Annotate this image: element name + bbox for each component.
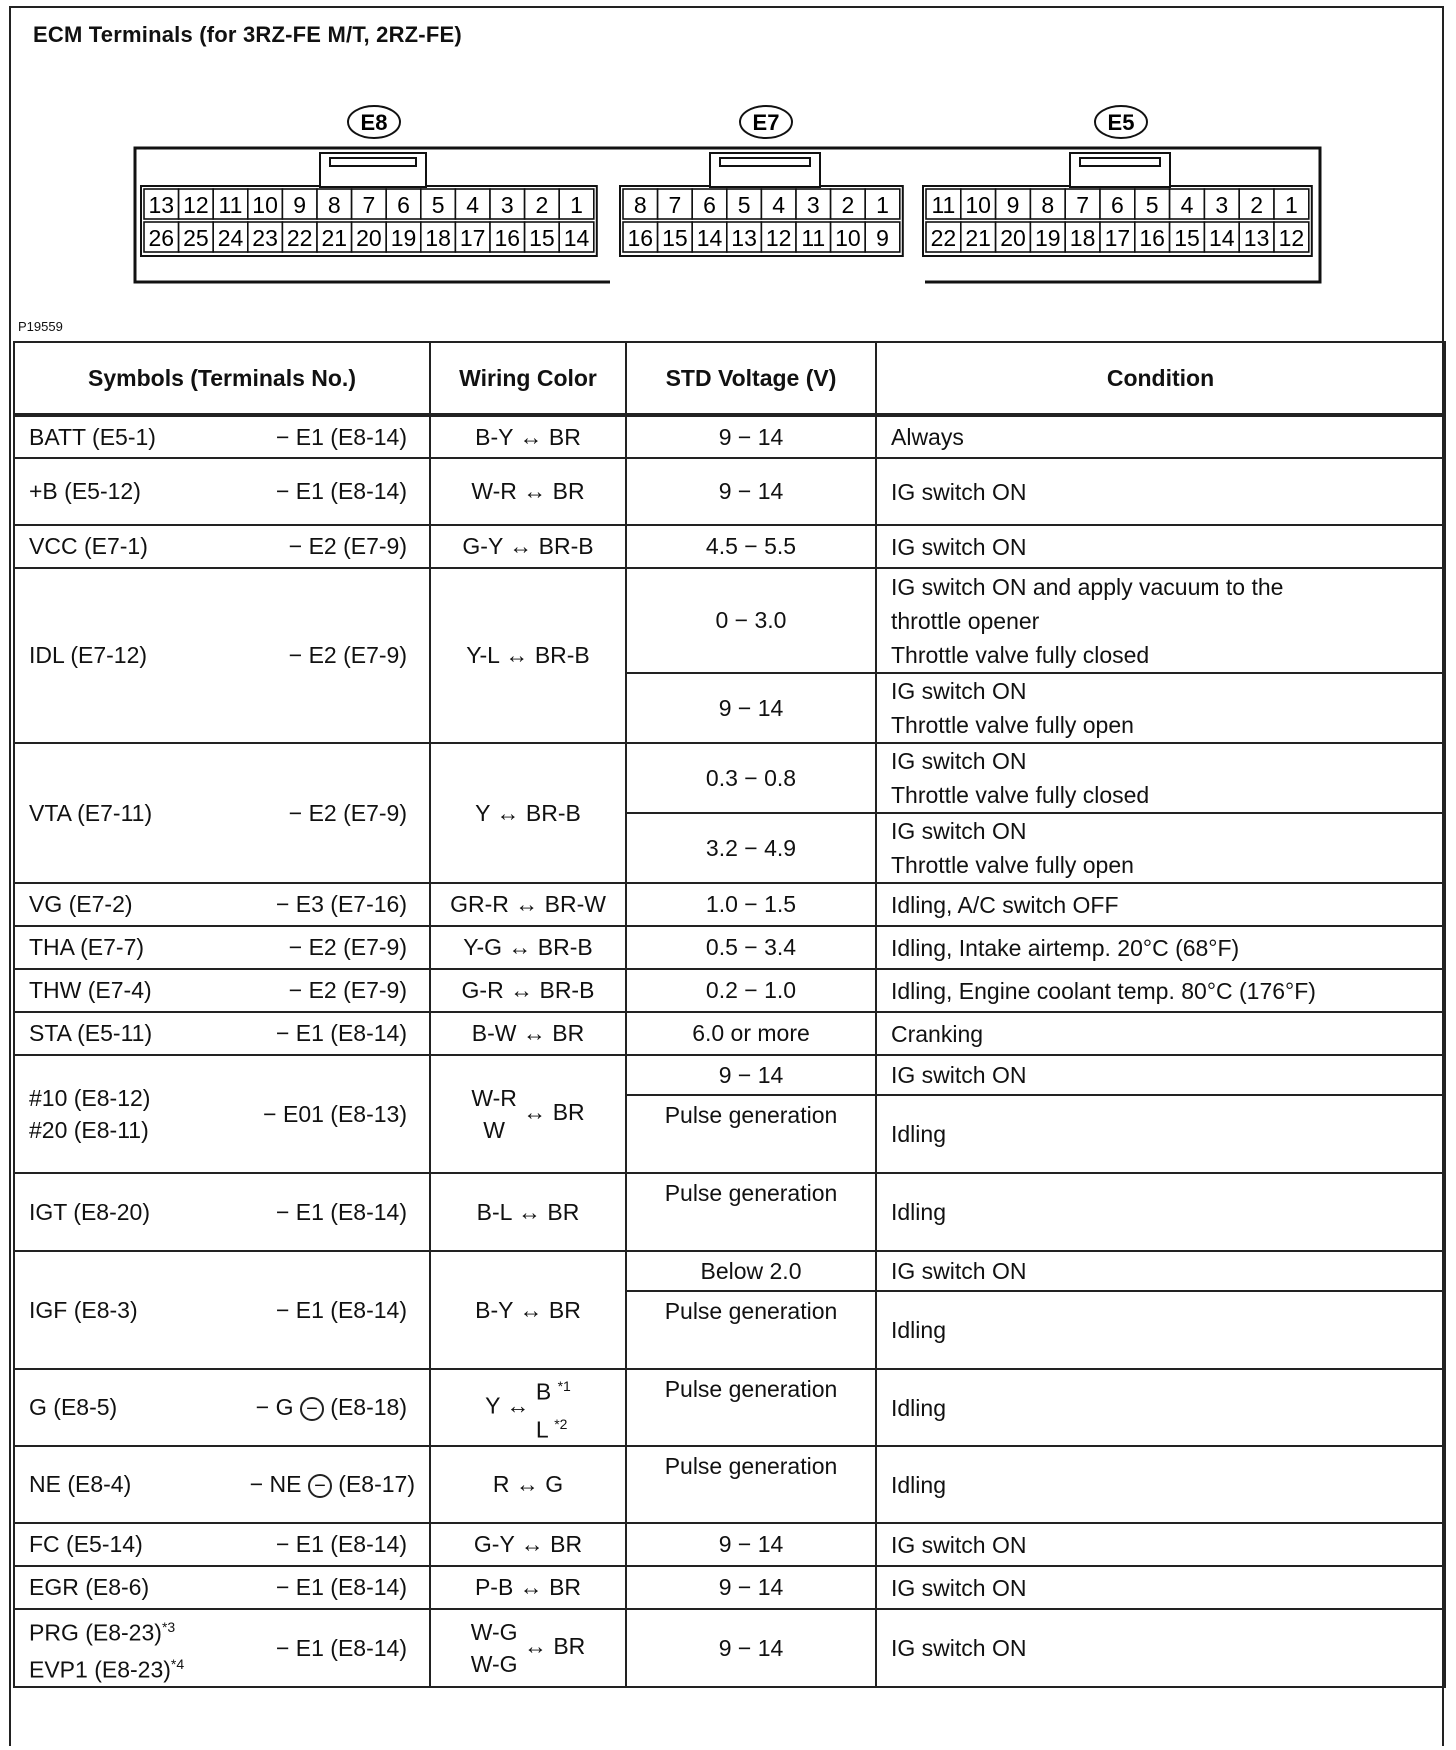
wiring-color-right: BR xyxy=(552,1099,585,1126)
connector-label-E7: E7 xyxy=(752,110,780,135)
pin-number: 25 xyxy=(183,225,209,251)
pin-number: 1 xyxy=(1285,192,1298,218)
table-row xyxy=(14,1566,1445,1609)
std-voltage: Pulse generation xyxy=(626,1369,876,1446)
ground-terminal: − E1 (E8-14) xyxy=(275,1020,407,1046)
std-voltage: 4.5 − 5.5 xyxy=(626,525,876,568)
wiring-color-line: W-G xyxy=(470,1619,518,1646)
pin-number: 17 xyxy=(459,225,486,251)
terminal-symbol: VTA (E7-11) xyxy=(29,799,153,826)
pin-number: 3 xyxy=(1215,192,1229,218)
terminal-symbol: IDL (E7-12) xyxy=(29,642,148,668)
terminal-symbol: FC (E5-14) xyxy=(29,1531,143,1558)
condition-line: IG switch ON xyxy=(891,678,1027,704)
terminal-symbol xyxy=(29,1082,150,1146)
pin-number: 18 xyxy=(425,225,451,251)
condition-line: IG switch ON xyxy=(891,818,1027,844)
wiring-color: Y-G ↔ BR-B xyxy=(430,926,626,969)
std-voltage: 6.0 or more xyxy=(626,1012,876,1055)
ground-terminal-name: − G xyxy=(255,1394,294,1421)
condition: IG switch ON xyxy=(876,1055,1445,1095)
footnote-mark: *2 xyxy=(554,1415,568,1432)
condition: Idling xyxy=(876,1095,1445,1173)
wiring-color-right xyxy=(536,1370,571,1445)
condition xyxy=(876,568,1445,673)
pin-number: 11 xyxy=(931,192,956,218)
terminal-symbol: G (E8-5) xyxy=(29,1394,118,1421)
wiring-color: P-B ↔ BR xyxy=(430,1566,626,1609)
ground-terminal: − E3 (E7-16) xyxy=(275,891,407,917)
ground-terminal-name: − NE xyxy=(249,1471,302,1498)
table-row xyxy=(14,883,1445,926)
std-voltage: 0 − 3.0 xyxy=(626,568,876,673)
wiring-color: R ↔ G xyxy=(430,1446,626,1523)
pin-number: 11 xyxy=(218,192,243,218)
table-row xyxy=(14,1012,1445,1055)
condition: IG switch ON xyxy=(876,1251,1445,1291)
minus-circle-icon: − xyxy=(308,1474,332,1498)
pin-number: 22 xyxy=(930,225,957,251)
terminal-symbol: VG (E7-2) xyxy=(29,891,133,917)
pin-number: 13 xyxy=(148,192,175,218)
header-symbols: Symbols (Terminals No.) xyxy=(14,342,430,415)
arrow-icon: ↔ xyxy=(523,1099,547,1126)
wiring-color: B-L ↔ BR xyxy=(430,1173,626,1251)
pin-number: 10 xyxy=(252,192,278,218)
wiring-color: G-Y ↔ BR-B xyxy=(430,525,626,568)
figure-code: P19559 xyxy=(18,319,63,334)
ground-terminal xyxy=(256,1394,415,1421)
pin-number: 18 xyxy=(1069,225,1096,251)
terminal-symbol-line: #10 (E8-12) xyxy=(29,1085,151,1111)
pin-number: 5 xyxy=(1145,192,1159,218)
table-row xyxy=(14,1251,1445,1291)
std-voltage: 9 − 14 xyxy=(626,458,876,525)
ground-terminal: − E2 (E7-9) xyxy=(288,977,407,1003)
wiring-color-line: W xyxy=(483,1117,505,1143)
table-row xyxy=(14,1173,1445,1251)
table-row xyxy=(14,1055,1445,1095)
terminal-table xyxy=(13,341,1446,1688)
pin-number: 24 xyxy=(217,225,244,251)
wiring-color: Y ↔ BR-B xyxy=(430,743,626,883)
wiring-color: G-R ↔ BR-B xyxy=(430,969,626,1012)
pin-number: 16 xyxy=(494,225,521,251)
wiring-color: G-Y ↔ BR xyxy=(430,1523,626,1566)
pin-number: 2 xyxy=(841,192,855,218)
wiring-color xyxy=(430,1055,626,1173)
condition: Idling xyxy=(876,1173,1445,1251)
pin-number: 14 xyxy=(1209,225,1235,251)
wiring-color: B-Y ↔ BR xyxy=(430,1251,626,1369)
connector-key-slot-E7 xyxy=(720,158,810,166)
wiring-color-line: W-R xyxy=(471,1085,517,1111)
ground-terminal-pin: (E8-18) xyxy=(330,1394,407,1421)
pin-number: 19 xyxy=(1035,225,1061,251)
header-voltage: STD Voltage (V) xyxy=(626,342,876,415)
table-row xyxy=(14,525,1445,568)
wiring-color-line xyxy=(536,1408,571,1446)
condition-line: Throttle valve fully open xyxy=(891,712,1134,738)
terminal-symbol: IGT (E8-20) xyxy=(29,1198,150,1225)
pin-number: 15 xyxy=(1174,225,1200,251)
wiring-color: Y-L ↔ BR-B xyxy=(430,568,626,743)
ground-terminal: − E1 (E8-14) xyxy=(275,1574,407,1601)
table-row xyxy=(14,743,1445,813)
ground-terminal: − E1 (E8-14) xyxy=(275,478,407,504)
terminal-symbol: NE (E8-4) xyxy=(29,1471,132,1498)
condition: IG switch ON xyxy=(876,525,1445,568)
wiring-color-line xyxy=(536,1370,571,1408)
wiring-color: B-W ↔ BR xyxy=(430,1012,626,1055)
wiring-color: GR-R ↔ BR-W xyxy=(430,883,626,926)
pin-number: 6 xyxy=(397,192,410,218)
condition-line: throttle opener xyxy=(891,607,1040,634)
terminal-symbol: +B (E5-12) xyxy=(29,478,141,504)
wiring-color-left xyxy=(471,1616,518,1680)
condition: Idling xyxy=(876,1369,1445,1446)
pin-number: 6 xyxy=(703,192,716,218)
condition: IG switch ON xyxy=(876,1566,1445,1609)
condition xyxy=(876,743,1445,813)
std-voltage: Pulse generation xyxy=(626,1173,876,1251)
connector-label-E8: E8 xyxy=(360,110,388,135)
pin-number: 17 xyxy=(1104,225,1131,251)
terminal-symbol-value: PRG (E8-23) xyxy=(29,1619,162,1646)
std-voltage: 3.2 − 4.9 xyxy=(626,813,876,883)
std-voltage: 0.5 − 3.4 xyxy=(626,926,876,969)
pin-number: 4 xyxy=(772,192,786,218)
pin-number: 13 xyxy=(731,225,757,251)
std-voltage: 9 − 14 xyxy=(626,1566,876,1609)
pin-number: 8 xyxy=(327,192,341,218)
page-title: ECM Terminals (for 3RZ-FE M/T, 2RZ-FE) xyxy=(33,22,462,47)
footnote-mark: *4 xyxy=(170,1656,185,1673)
pin-number: 21 xyxy=(321,225,348,251)
wiring-color-left xyxy=(471,1082,517,1146)
ground-terminal: − E2 (E7-9) xyxy=(288,642,407,668)
std-voltage: 0.3 − 0.8 xyxy=(626,743,876,813)
pin-number: 21 xyxy=(965,225,991,251)
pin-number: 3 xyxy=(806,192,820,218)
ground-terminal-pin: (E8-17) xyxy=(338,1471,415,1498)
std-voltage: 0.2 − 1.0 xyxy=(626,969,876,1012)
ground-terminal xyxy=(250,1471,415,1498)
ground-terminal: − E2 (E7-9) xyxy=(288,934,407,960)
pin-number: 8 xyxy=(1041,192,1055,218)
connector-key-slot-E8 xyxy=(330,158,416,166)
std-voltage: 1.0 − 1.5 xyxy=(626,883,876,926)
table-row xyxy=(14,1609,1445,1687)
pin-number: 19 xyxy=(390,225,417,251)
terminal-symbol: IGF (E8-3) xyxy=(29,1296,138,1323)
pin-number: 4 xyxy=(1180,192,1194,218)
condition-line: IG switch ON and apply vacuum to the xyxy=(891,573,1284,600)
terminal-symbol: EGR (E8-6) xyxy=(29,1574,150,1601)
pin-number: 16 xyxy=(627,225,654,251)
terminal-symbol-line: #20 (E8-11) xyxy=(29,1117,149,1143)
table-row xyxy=(14,1369,1445,1446)
condition: Idling xyxy=(876,1446,1445,1523)
std-voltage: 9 − 14 xyxy=(626,415,876,458)
table-row xyxy=(14,969,1445,1012)
std-voltage: 9 − 14 xyxy=(626,1609,876,1687)
arrow-icon: ↔ xyxy=(523,1633,547,1660)
connector-diagram xyxy=(0,0,1456,330)
ground-terminal: − E1 (E8-14) xyxy=(275,1296,407,1323)
pin-number: 15 xyxy=(662,225,688,251)
ground-terminal: − E1 (E8-14) xyxy=(275,423,407,450)
pin-number: 7 xyxy=(1076,192,1089,218)
wiring-color-value: L xyxy=(535,1416,548,1443)
condition: Idling, Intake airtemp. 20°C (68°F) xyxy=(876,926,1445,969)
condition-line: Throttle valve fully closed xyxy=(891,782,1150,808)
header-condition: Condition xyxy=(876,342,1445,415)
wiring-color-left: Y ↔ xyxy=(485,1392,530,1419)
ground-terminal: − E1 (E8-14) xyxy=(275,1531,407,1558)
pin-number: 14 xyxy=(696,225,723,251)
terminal-symbol xyxy=(29,1611,184,1686)
std-voltage: Pulse generation xyxy=(626,1446,876,1523)
pin-number: 8 xyxy=(633,192,647,218)
wiring-color-right: BR xyxy=(553,1633,586,1660)
condition: Idling xyxy=(876,1291,1445,1369)
std-voltage: Pulse generation xyxy=(626,1095,876,1173)
wiring-color-value: B xyxy=(535,1378,552,1405)
condition: IG switch ON xyxy=(876,458,1445,525)
wiring-color xyxy=(430,1609,626,1687)
pin-number: 13 xyxy=(1243,225,1270,251)
pin-number: 16 xyxy=(1139,225,1165,251)
pin-number: 7 xyxy=(362,192,376,218)
condition: Cranking xyxy=(876,1012,1445,1055)
pin-number: 2 xyxy=(1250,192,1263,218)
pin-number: 5 xyxy=(431,192,445,218)
ground-terminal: − E1 (E8-14) xyxy=(275,1634,407,1661)
wiring-color-line: W-G xyxy=(470,1651,518,1678)
pin-number: 7 xyxy=(668,192,682,218)
ground-terminal: − E01 (E8-13) xyxy=(263,1100,407,1127)
connector-label-E5: E5 xyxy=(1107,110,1135,135)
minus-circle-icon: − xyxy=(300,1397,324,1421)
condition: Always xyxy=(876,415,1445,458)
footnote-mark: *1 xyxy=(557,1378,571,1394)
pin-number: 5 xyxy=(737,192,751,218)
pin-number: 23 xyxy=(252,225,278,251)
pin-number: 26 xyxy=(148,225,175,251)
ground-terminal: − E2 (E7-9) xyxy=(288,533,407,559)
ground-terminal: − E1 (E8-14) xyxy=(275,1198,407,1225)
condition-line: IG switch ON xyxy=(891,748,1027,774)
pin-number: 12 xyxy=(183,192,209,218)
table-row xyxy=(14,415,1445,458)
table-row xyxy=(14,1523,1445,1566)
condition: IG switch ON xyxy=(876,1609,1445,1687)
std-voltage: 9 − 14 xyxy=(626,1055,876,1095)
condition: Idling, Engine coolant temp. 80°C (176°F) xyxy=(876,969,1445,1012)
terminal-symbol-line xyxy=(29,1648,184,1686)
condition: IG switch ON xyxy=(876,1523,1445,1566)
pin-number: 15 xyxy=(529,225,555,251)
header-wiring: Wiring Color xyxy=(430,342,626,415)
table-row xyxy=(14,926,1445,969)
connector-key-slot-E5 xyxy=(1080,158,1160,166)
table-row xyxy=(14,458,1445,525)
pin-number: 12 xyxy=(1278,225,1305,251)
pin-number: 1 xyxy=(570,192,583,218)
pin-number: 10 xyxy=(965,192,991,218)
terminal-symbol: VCC (E7-1) xyxy=(29,533,148,559)
wiring-color: W-R ↔ BR xyxy=(430,458,626,525)
pin-number: 9 xyxy=(293,192,307,218)
table-row xyxy=(14,1446,1445,1523)
pin-number: 22 xyxy=(286,225,313,251)
terminal-symbol: BATT (E5-1) xyxy=(29,423,156,450)
pin-number: 9 xyxy=(876,225,889,251)
pin-number: 2 xyxy=(535,192,549,218)
terminal-symbol: THW (E7-4) xyxy=(29,977,152,1003)
pin-number: 11 xyxy=(801,225,826,251)
std-voltage: 9 − 14 xyxy=(626,1523,876,1566)
pin-number: 9 xyxy=(1006,192,1020,218)
pin-number: 14 xyxy=(563,225,590,251)
pin-number: 3 xyxy=(500,192,514,218)
wiring-color xyxy=(430,1369,626,1446)
std-voltage: 9 − 14 xyxy=(626,673,876,743)
wiring-color: B-Y ↔ BR xyxy=(430,415,626,458)
ground-terminal: − E2 (E7-9) xyxy=(288,799,407,826)
terminal-symbol: STA (E5-11) xyxy=(29,1020,153,1046)
condition-line: Throttle valve fully closed xyxy=(891,641,1150,668)
pin-number: 1 xyxy=(876,192,889,218)
footnote-mark: *3 xyxy=(161,1618,176,1635)
table-row xyxy=(14,568,1445,673)
condition-line: Throttle valve fully open xyxy=(891,852,1134,878)
std-voltage: Pulse generation xyxy=(626,1291,876,1369)
std-voltage: Below 2.0 xyxy=(626,1251,876,1291)
condition xyxy=(876,813,1445,883)
terminal-symbol: THA (E7-7) xyxy=(29,934,145,960)
condition: Idling, A/C switch OFF xyxy=(876,883,1445,926)
terminal-symbol-value: EVP1 (E8-23) xyxy=(29,1656,171,1683)
pin-number: 10 xyxy=(835,225,861,251)
pin-number: 6 xyxy=(1111,192,1124,218)
pin-number: 20 xyxy=(1000,225,1026,251)
condition xyxy=(876,673,1445,743)
pin-number: 12 xyxy=(765,225,792,251)
pin-number: 20 xyxy=(356,225,382,251)
table-header xyxy=(14,342,1445,415)
pin-number: 4 xyxy=(466,192,480,218)
terminal-symbol-line xyxy=(29,1611,184,1649)
